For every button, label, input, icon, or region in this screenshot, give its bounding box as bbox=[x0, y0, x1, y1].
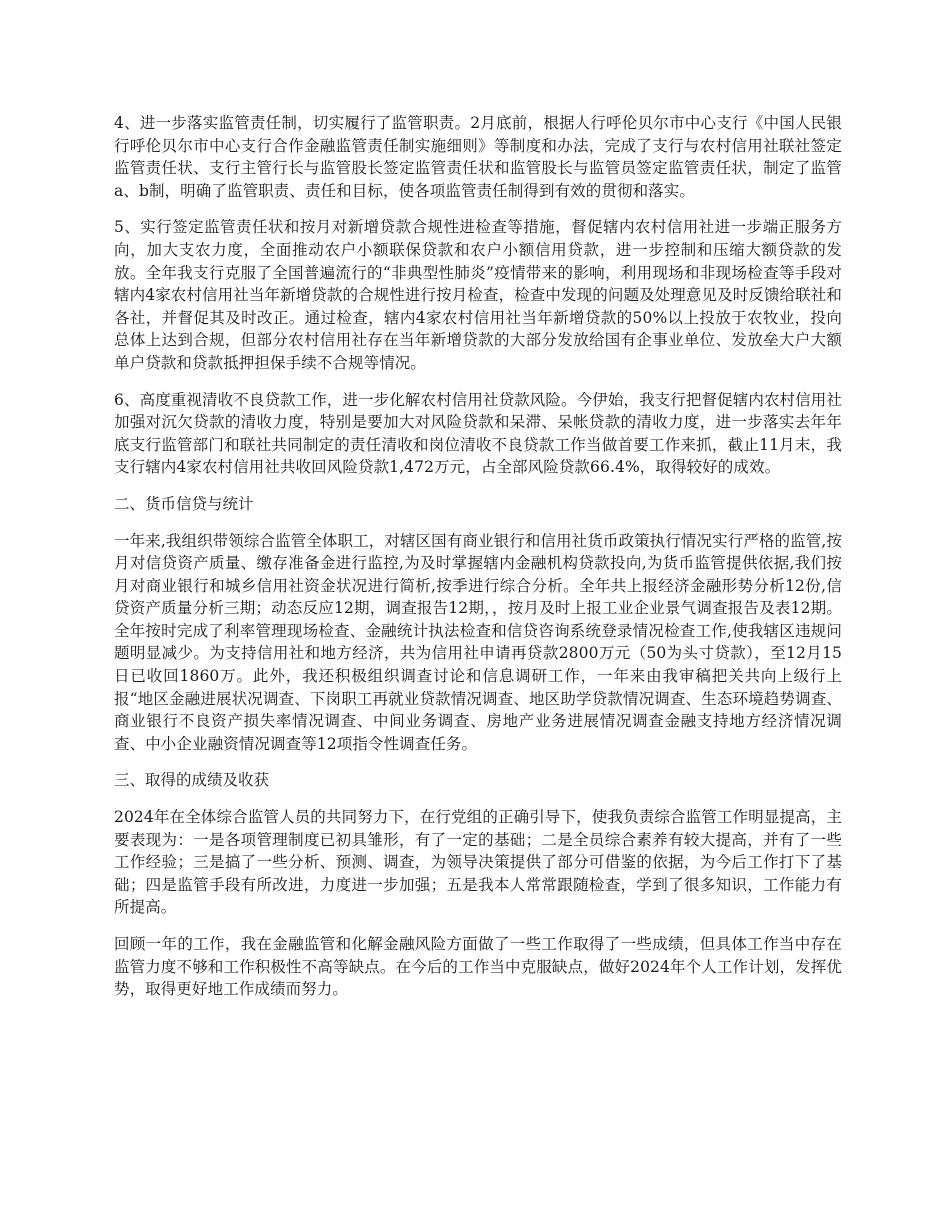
paragraph-item-6: 6、高度重视清收不良贷款工作，进一步化解农村信用社贷款风险。今伊始，我支行把督促辖内农村信用社加强对沉欠贷款的清收力度，特别是要加大对风险贷款和呆滞、呆帐贷款的清收力度，进一步落实去年年底支行监管部门和联社共同制定的责任清收和岗位清收不良贷款工作当做首要工作来抓，截止11月末，我支行辖内4家农村信用社共收回风险贷款1,472万元，占全部风险贷款66.4%，取得较好的成效。 bbox=[114, 390, 842, 477]
section-heading-achievements: 三、取得的成绩及收获 bbox=[114, 771, 270, 790]
section-heading-monetary-credit: 二、货币信贷与统计 bbox=[114, 494, 254, 513]
paragraph-item-5: 5、实行签定监管责任状和按月对新增贷款合规性进检查等措施，督促辖内农村信用社进一步端正服务方向，加大支农力度，全面推动农户小额联保贷款和农户小额信用贷款，进一步控制和压缩大额贷款的发放。全年我支行克服了全国普遍流行的“非典型性肺炎”疫情带来的影响，利用现场和非现场检查等手段对辖内4家农村信用社当年新增贷款的合规性进行按月检查，检查中发现的问题及处理意见及时反馈给联社和各社，并督促其及时改正。通过检查，辖内4家农村信用社当年新增贷款的50%以上投放于农牧业，投向总体上达到合规，但部分农村信用社存在当年新增贷款的大部分发放给国有企事业单位、发放垒大户大额单户贷款和贷款抵押担保手续不合规等情况。 bbox=[114, 218, 842, 372]
paragraph-achievements: 2024年在全体综合监管人员的共同努力下，在行党组的正确引导下，使我负责综合监管工作明显提高，主要表现为：一是各项管理制度已初具雏形，有了一定的基础；二是全员综合素养有较大提高，并有了一些工作经验；三是搞了一些分析、预测、调查，为领导决策提供了部分可借鉴的依据，为今后工作打下了基础；四是监管手段有所改进，力度进一步加强；五是我本人常常跟随检查，学到了很多知识，工作能力有所提高。 bbox=[114, 808, 842, 917]
paragraph-review: 回顾一年的工作，我在金融监管和化解金融风险方面做了一些工作取得了一些成绩，但具体工作当中存在监管力度不够和工作积极性不高等缺点。在今后的工作当中克服缺点，做好2024年个人工作计划，发挥优势，取得更好地工作成绩而努力。 bbox=[114, 935, 842, 999]
paragraph-item-4: 4、进一步落实监管责任制，切实履行了监管职责。2月底前，根据人行呼伦贝尔市中心支行《中国人民银行呼伦贝尔市中心支行合作金融监管责任制实施细则》等制度和办法，完成了支行与农村信用社联社签定监管责任状、支行主管行长与监管股长签定监管责任状和监管股长与监管员签定监管责任状，制定了监管a、b制，明确了监管职责、责任和目标，使各项监管责任制得到有效的贯彻和落实。 bbox=[114, 114, 842, 200]
document-page bbox=[114, 112, 842, 1015]
paragraph-monetary-credit: 一年来,我组织带领综合监管全体职工，对辖区国有商业银行和信用社货币政策执行情况实行严格的监管,按月对信贷资产质量、缴存准备金进行监控,为及时掌握辖内金融机构贷款投向,为货币监管提供依据,我们按月对商业银行和城乡信用社资金状况进行简析,按季进行综合分析。全年共上报经济金融形势分析12份,信贷资产质量分析三期；动态反应12期，调查报告12期，，按月及时上报工业企业景气调查报告及表12期。全年按时完成了利率管理现场检查、金融统计执法检查和信贷咨询系统登录情况检查工作,使我辖区违规问题明显减少。为支持信用社和地方经济，共为信用社申请再贷款2800万元（50为头寸贷款），至12月15日已收回1860万。此外，我还积极组织调查讨论和信息调研工作，一年来由我审稿把关共向上级行上报“地区金融进展状况调查、下岗职工再就业贷款情况调查、地区助学贷款情况调查、生态环境趋势调查、商业银行不良资产损失率情况调查、中间业务调查、房地产业务进展情况调查金融支持地方经济情况调查、中小企业融资情况调查等12项指令性调查任务。 bbox=[114, 531, 842, 753]
